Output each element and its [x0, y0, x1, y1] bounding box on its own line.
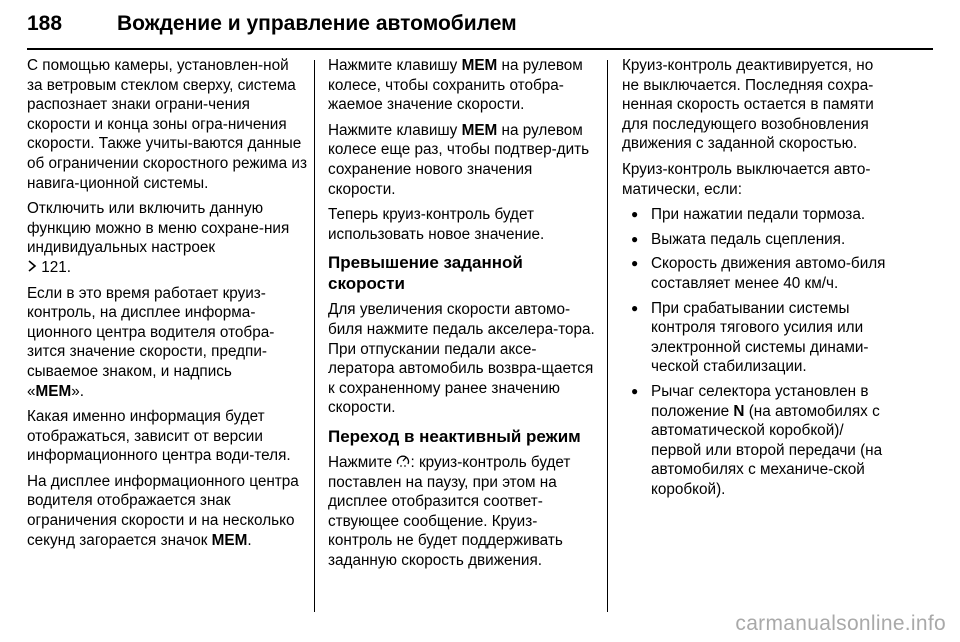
gear-n-label: N [733, 402, 745, 420]
paragraph: С помощью камеры, установлен-ной за ветровым стеклом сверху, система распознает знаки ограни-чения скорости и конца зоны огра-ничения скорости. Также учиты-ваются данные об ограничении скоростного режима из навига-ционной системы. [27, 57, 307, 192]
deactivation-conditions-list [622, 205, 890, 499]
paragraph: Нажмите : круиз-контроль будет поставлен на паузу, при этом на дисплее отобразится соответ-ствующее сообщение. Круиз-контроль не будет поддерживать заданную скорость движения. [328, 453, 571, 569]
list-item: ● Выжата педаль сцепления. [622, 230, 890, 250]
list-item: ● При нажатии педали тормоза. [622, 205, 890, 225]
column-1 [27, 56, 307, 556]
paragraph: Круиз-контроль деактивируется, но не выключается. Последняя сохра-ненная скорость остается в памяти для последующего возобновления движения с заданной скоростью. [622, 57, 874, 153]
paragraph: На дисплее информационного центра водителя отображается знак ограничения скорости и на несколько секунд загорается значок MEM. [27, 472, 299, 549]
mem-label: MEM [35, 382, 72, 400]
column-divider-1 [314, 60, 315, 612]
section-heading-overspeed: Превышение заданной скорости [328, 253, 523, 294]
page-ref-arrow-icon [27, 258, 37, 278]
mem-key: MEM [461, 121, 498, 139]
column-3 [622, 56, 890, 504]
paragraph: Отключить или включить данную функцию можно в меню сохране-ния индивидуальных настроек 121. [27, 200, 290, 276]
paragraph: Теперь круиз-контроль будет использовать новое значение. [328, 206, 545, 243]
page-number: 188 [27, 12, 63, 35]
section-heading-inactive: Переход в неактивный режим [328, 426, 581, 446]
page-title: Вождение и управление автомобилем [117, 12, 517, 35]
list-item: ● При срабатывании системы контроля тягового усилия или электронной системы динами-ческой стабилизации. [622, 299, 890, 377]
page-reference-link[interactable]: 121. [41, 258, 72, 276]
paragraph: Если в это время работает круиз-контроль, на дисплее информа-ционного центра водителя отобра-зится значение скорости, предпи-сываемое знаком, и надпись «MEM». [27, 284, 275, 400]
paragraph: Круиз-контроль выключается авто-матически, если: [622, 160, 871, 198]
watermark: carmanualsonline.info [735, 612, 946, 635]
column-divider-2 [607, 60, 608, 612]
paragraph: Нажмите клавишу MEM на рулевом колесе, чтобы сохранить отобра-жаемое значение скорости. [328, 57, 583, 114]
cruise-pause-icon [396, 453, 410, 473]
paragraph: Какая именно информация будет отображаться, зависит от версии информационного центра води-теля. [27, 408, 291, 465]
list-item: ● Скорость движения автомо-биля составляет менее 40 км/ч. [622, 254, 890, 293]
mem-label: MEM [211, 531, 248, 549]
paragraph: Для увеличения скорости автомо-биля нажмите педаль акселера-тора. При отпускании педали аксе-лератора автомобиль возвра-щается к сохраненному ранее значению скорости. [328, 301, 595, 417]
paragraph: Нажмите клавишу MEM на рулевом колесе еще раз, чтобы подтвер-дить сохранение нового значения скорости. [328, 121, 590, 198]
page-header [27, 8, 933, 50]
list-item: ● Рычаг селектора установлен в положение N (на автомобилях с автоматической коробкой)/ первой или второй передачи (на автомобилях с механиче-ской коробкой). [622, 382, 890, 500]
mem-key: MEM [461, 57, 498, 74]
column-2 [328, 56, 596, 576]
